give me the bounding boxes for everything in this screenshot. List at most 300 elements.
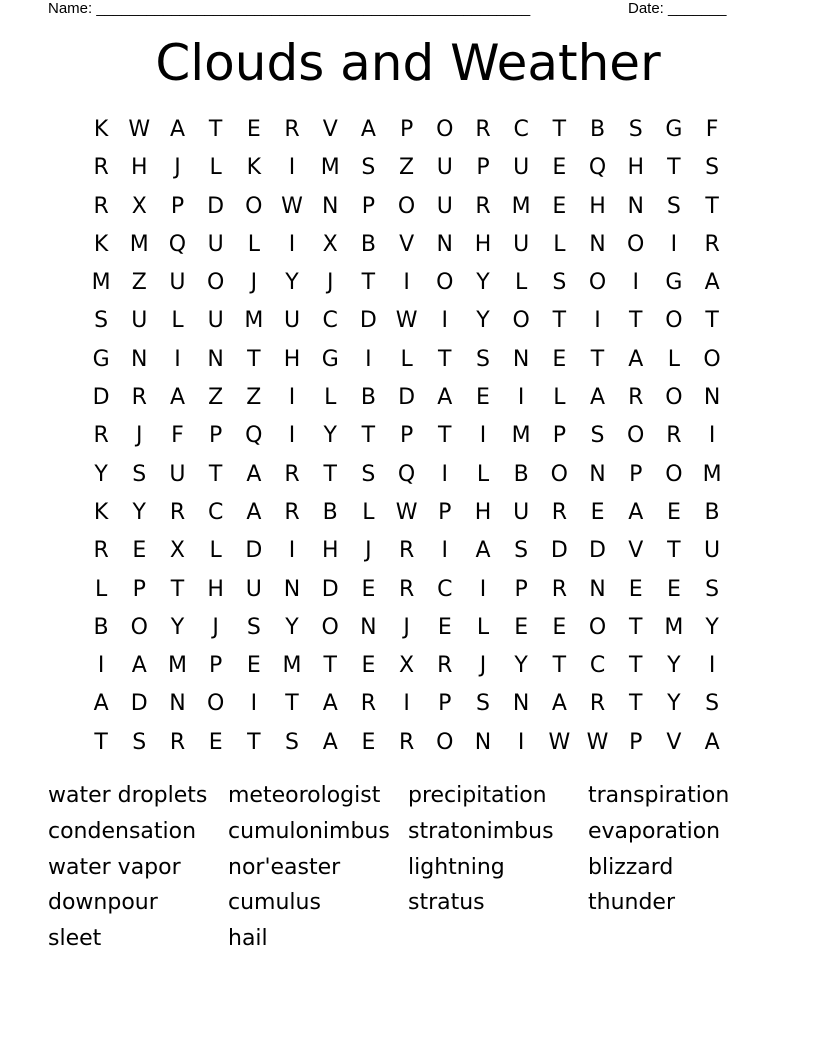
grid-letter[interactable]: O: [665, 461, 683, 487]
grid-letter[interactable]: H: [131, 155, 148, 181]
grid-letter[interactable]: P: [629, 461, 643, 487]
grid-letter[interactable]: T: [247, 729, 261, 755]
grid-letter[interactable]: L: [209, 155, 222, 181]
grid-letter[interactable]: I: [708, 423, 716, 449]
grid-letter[interactable]: I: [441, 308, 449, 334]
grid-letter[interactable]: R: [398, 729, 415, 755]
grid-letter[interactable]: U: [283, 308, 301, 334]
grid-letter[interactable]: X: [322, 231, 338, 257]
grid-letter[interactable]: P: [170, 193, 185, 219]
grid-letter[interactable]: N: [283, 576, 301, 602]
grid-letter[interactable]: O: [321, 614, 339, 640]
grid-letter[interactable]: D: [359, 308, 377, 334]
grid-letter[interactable]: E: [361, 576, 376, 602]
grid-letter[interactable]: T: [628, 614, 643, 640]
grid-letter[interactable]: A: [360, 117, 376, 142]
grid-letter[interactable]: Y: [285, 270, 299, 296]
grid-letter[interactable]: U: [513, 231, 530, 257]
grid-letter[interactable]: R: [398, 576, 415, 602]
grid-letter[interactable]: R: [284, 461, 300, 487]
grid-letter[interactable]: O: [245, 193, 263, 219]
grid-letter[interactable]: I: [403, 270, 410, 296]
grid-letter[interactable]: A: [437, 385, 453, 411]
grid-letter[interactable]: D: [130, 691, 148, 717]
grid-letter[interactable]: W: [586, 729, 609, 755]
grid-letter[interactable]: A: [169, 117, 185, 142]
word-list-item: blizzard: [588, 854, 674, 880]
grid-letter[interactable]: X: [131, 193, 147, 219]
grid-letter[interactable]: A: [628, 346, 644, 372]
grid-letter[interactable]: D: [550, 538, 568, 564]
grid-letter[interactable]: D: [92, 385, 110, 411]
grid-letter[interactable]: I: [441, 538, 449, 564]
grid-letter[interactable]: M: [244, 308, 264, 334]
grid-letter[interactable]: E: [246, 117, 261, 142]
grid-letter[interactable]: F: [171, 423, 184, 449]
grid-letter[interactable]: T: [247, 346, 261, 372]
grid-letter[interactable]: Y: [514, 653, 528, 679]
grid-letter[interactable]: E: [552, 193, 567, 219]
grid-letter[interactable]: R: [589, 691, 606, 717]
grid-letter[interactable]: T: [552, 117, 567, 142]
grid-letter[interactable]: U: [169, 461, 186, 487]
grid-letter[interactable]: W: [395, 499, 418, 525]
grid-letter[interactable]: A: [551, 691, 567, 717]
grid-letter[interactable]: T: [628, 691, 643, 717]
grid-letter[interactable]: J: [212, 614, 219, 640]
grid-letter[interactable]: E: [666, 576, 681, 602]
word-list-item: transpiration: [588, 783, 730, 808]
grid-letter[interactable]: P: [361, 193, 376, 219]
grid-letter[interactable]: O: [436, 270, 454, 296]
grid-letter[interactable]: E: [437, 614, 452, 640]
grid-letter[interactable]: E: [208, 729, 223, 755]
grid-letter[interactable]: O: [436, 729, 454, 755]
grid-letter[interactable]: R: [398, 538, 415, 564]
grid-letter[interactable]: I: [479, 576, 487, 602]
grid-letter[interactable]: Y: [132, 499, 146, 525]
grid-letter[interactable]: L: [94, 576, 108, 602]
grid-letter[interactable]: H: [321, 538, 339, 564]
grid-letter[interactable]: L: [515, 270, 528, 296]
grid-letter[interactable]: P: [514, 576, 528, 602]
name-field[interactable]: [48, 0, 530, 18]
grid-letter[interactable]: A: [704, 270, 720, 296]
grid-letter[interactable]: J: [365, 538, 372, 564]
grid-letter[interactable]: G: [665, 270, 683, 296]
grid-letter[interactable]: O: [436, 117, 454, 142]
grid-letter[interactable]: I: [594, 308, 601, 334]
grid-letter[interactable]: I: [288, 538, 296, 564]
grid-letter[interactable]: G: [92, 346, 110, 372]
grid-letter[interactable]: B: [513, 461, 529, 487]
grid-letter[interactable]: D: [245, 538, 263, 564]
grid-letter[interactable]: O: [550, 461, 568, 487]
grid-letter[interactable]: N: [512, 346, 530, 372]
grid-letter[interactable]: C: [589, 653, 606, 679]
grid-letter[interactable]: L: [400, 346, 413, 372]
grid-letter[interactable]: T: [208, 461, 223, 487]
grid-letter[interactable]: R: [551, 576, 567, 602]
grid-letter[interactable]: I: [403, 691, 410, 717]
grid-letter[interactable]: M: [511, 423, 531, 449]
grid-letter[interactable]: H: [207, 576, 224, 602]
grid-letter[interactable]: R: [169, 729, 186, 755]
grid-letter[interactable]: P: [399, 117, 414, 142]
grid-letter[interactable]: E: [666, 499, 681, 525]
grid-letter[interactable]: Z: [246, 385, 262, 411]
grid-letter[interactable]: T: [705, 308, 719, 334]
grid-letter[interactable]: L: [476, 461, 490, 487]
grid-letter[interactable]: I: [365, 346, 372, 372]
grid-letter[interactable]: M: [167, 653, 187, 679]
grid-letter[interactable]: I: [250, 691, 258, 717]
grid-letter[interactable]: V: [628, 538, 644, 564]
grid-letter[interactable]: R: [475, 117, 491, 142]
grid-letter[interactable]: U: [245, 576, 262, 602]
grid-letter[interactable]: Q: [397, 461, 416, 487]
grid-letter[interactable]: L: [171, 308, 184, 334]
grid-letter[interactable]: D: [207, 193, 225, 219]
grid-letter[interactable]: C: [207, 499, 224, 525]
grid-letter[interactable]: N: [169, 691, 186, 717]
grid-letter[interactable]: R: [475, 193, 491, 219]
grid-letter[interactable]: Y: [667, 691, 681, 717]
grid-letter[interactable]: S: [514, 538, 529, 564]
grid-letter[interactable]: A: [628, 499, 644, 525]
word-list-item: lightning: [408, 854, 505, 880]
grid-letter[interactable]: K: [246, 155, 262, 181]
grid-letter[interactable]: P: [629, 729, 643, 755]
grid-letter[interactable]: R: [284, 117, 300, 142]
grid-letter[interactable]: I: [632, 270, 639, 296]
grid-letter[interactable]: B: [589, 117, 606, 142]
grid-letter[interactable]: O: [512, 308, 530, 334]
grid-letter[interactable]: E: [552, 346, 567, 372]
grid-letter[interactable]: O: [627, 423, 645, 449]
grid-letter[interactable]: T: [628, 308, 643, 334]
grid-letter[interactable]: P: [399, 423, 414, 449]
grid-letter[interactable]: H: [283, 346, 301, 372]
grid-letter[interactable]: Q: [168, 231, 187, 257]
header-row: [48, 0, 748, 22]
grid-letter[interactable]: N: [589, 461, 606, 487]
grid-letter[interactable]: M: [320, 155, 340, 181]
grid-letter[interactable]: T: [552, 653, 567, 679]
grid-letter[interactable]: O: [206, 691, 225, 717]
grid-letter[interactable]: T: [628, 653, 643, 679]
grid-letter[interactable]: C: [322, 308, 338, 334]
grid-letter[interactable]: I: [517, 385, 525, 411]
grid-letter[interactable]: H: [627, 155, 644, 181]
grid-letter[interactable]: V: [666, 729, 682, 755]
grid-letter[interactable]: U: [169, 270, 186, 296]
grid-letter[interactable]: O: [703, 346, 721, 372]
grid-letter[interactable]: R: [551, 499, 567, 525]
grid-letter[interactable]: X: [399, 653, 415, 679]
grid-letter[interactable]: O: [206, 270, 225, 296]
grid-letter[interactable]: N: [207, 346, 224, 372]
grid-letter[interactable]: E: [132, 538, 147, 564]
grid-letter[interactable]: S: [475, 691, 490, 717]
grid-letter[interactable]: Y: [667, 653, 681, 679]
grid-letter[interactable]: I: [174, 346, 181, 372]
grid-letter[interactable]: L: [553, 231, 566, 257]
grid-letter[interactable]: T: [361, 270, 376, 296]
grid-letter[interactable]: Q: [588, 155, 607, 181]
grid-letter[interactable]: S: [705, 576, 720, 602]
grid-letter[interactable]: U: [207, 231, 224, 257]
grid-letter[interactable]: I: [288, 385, 296, 411]
grid-letter[interactable]: W: [281, 193, 303, 219]
grid-letter[interactable]: B: [93, 614, 109, 640]
grid-letter[interactable]: X: [169, 538, 185, 564]
grid-letter[interactable]: T: [590, 346, 605, 372]
grid-letter[interactable]: E: [590, 499, 605, 525]
grid-letter[interactable]: F: [705, 117, 719, 142]
grid-letter[interactable]: A: [169, 385, 185, 411]
grid-letter[interactable]: R: [704, 231, 720, 257]
grid-letter[interactable]: P: [209, 423, 223, 449]
grid-letter[interactable]: L: [667, 346, 681, 372]
date-line[interactable]: _______: [668, 0, 727, 17]
word-list-item: stratus: [408, 890, 485, 916]
grid-letter[interactable]: I: [479, 423, 487, 449]
grid-letter[interactable]: N: [474, 729, 492, 755]
grid-letter[interactable]: K: [93, 117, 109, 142]
grid-letter[interactable]: T: [667, 538, 681, 564]
grid-letter[interactable]: N: [321, 193, 339, 219]
grid-letter[interactable]: Y: [285, 614, 299, 640]
grid-letter[interactable]: O: [588, 614, 607, 640]
grid-letter[interactable]: W: [128, 117, 151, 142]
grid-letter[interactable]: S: [666, 193, 681, 219]
grid-letter[interactable]: R: [628, 385, 644, 411]
grid-letter[interactable]: J: [250, 270, 258, 296]
grid-letter[interactable]: T: [438, 346, 452, 372]
grid-letter[interactable]: B: [360, 231, 376, 257]
grid-letter[interactable]: S: [132, 729, 147, 755]
grid-letter[interactable]: A: [131, 653, 147, 679]
grid-letter[interactable]: N: [589, 231, 606, 257]
grid-letter[interactable]: S: [628, 117, 643, 142]
grid-letter[interactable]: A: [322, 729, 338, 755]
grid-letter[interactable]: E: [476, 385, 490, 411]
grid-letter[interactable]: E: [246, 653, 261, 679]
grid-letter[interactable]: Y: [705, 614, 719, 640]
word-list: [48, 778, 768, 957]
grid-letter[interactable]: P: [552, 423, 566, 449]
grid-letter[interactable]: U: [436, 155, 453, 181]
grid-letter[interactable]: T: [361, 423, 376, 449]
grid-letter[interactable]: T: [94, 729, 108, 755]
grid-letter[interactable]: U: [704, 538, 721, 564]
date-label: Date:: [628, 0, 664, 17]
grid-letter[interactable]: T: [285, 691, 299, 717]
grid-letter[interactable]: P: [476, 155, 490, 181]
grid-letter[interactable]: D: [321, 576, 339, 602]
grid-letter[interactable]: U: [513, 499, 530, 525]
grid-letter[interactable]: S: [361, 155, 376, 181]
grid-letter[interactable]: J: [174, 155, 181, 181]
grid-letter[interactable]: E: [628, 576, 643, 602]
grid-letter[interactable]: R: [93, 538, 109, 564]
grid-letter[interactable]: N: [360, 614, 377, 640]
grid-letter[interactable]: T: [667, 155, 681, 181]
grid-letter[interactable]: T: [705, 193, 719, 219]
grid-letter[interactable]: K: [93, 499, 109, 525]
grid-letter[interactable]: R: [131, 385, 147, 411]
grid-letter[interactable]: J: [479, 653, 487, 679]
grid-letter[interactable]: B: [360, 385, 376, 411]
grid-letter[interactable]: E: [514, 614, 529, 640]
grid-letter[interactable]: B: [704, 499, 720, 525]
grid-letter[interactable]: A: [322, 691, 338, 717]
grid-letter[interactable]: R: [93, 193, 109, 219]
grid-letter[interactable]: S: [94, 308, 109, 334]
grid-letter[interactable]: A: [704, 729, 720, 755]
grid-letter[interactable]: S: [475, 346, 490, 372]
grid-letter[interactable]: I: [288, 423, 296, 449]
grid-letter[interactable]: S: [705, 155, 720, 181]
grid-letter[interactable]: S: [705, 691, 720, 717]
grid-letter[interactable]: I: [288, 231, 296, 257]
grid-letter[interactable]: M: [282, 653, 302, 679]
grid-letter[interactable]: N: [703, 385, 721, 411]
grid-letter[interactable]: T: [208, 117, 223, 142]
grid-letter[interactable]: V: [399, 231, 415, 257]
grid-letter[interactable]: M: [664, 614, 684, 640]
grid-letter[interactable]: R: [360, 691, 377, 717]
grid-letter[interactable]: Y: [170, 614, 185, 640]
grid-letter[interactable]: T: [438, 423, 452, 449]
grid-letter[interactable]: M: [129, 231, 149, 257]
grid-letter[interactable]: Y: [323, 423, 337, 449]
grid-letter[interactable]: S: [285, 729, 300, 755]
grid-letter[interactable]: O: [130, 614, 148, 640]
grid-letter[interactable]: Q: [245, 423, 263, 449]
grid-letter[interactable]: O: [627, 231, 645, 257]
grid-letter[interactable]: J: [326, 270, 334, 296]
grid-letter[interactable]: I: [97, 653, 105, 679]
grid-letter[interactable]: H: [589, 193, 606, 219]
grid-letter[interactable]: D: [398, 385, 416, 411]
grid-letter[interactable]: N: [436, 231, 454, 257]
grid-letter[interactable]: P: [438, 691, 452, 717]
grid-letter[interactable]: T: [323, 653, 337, 679]
grid-letter[interactable]: Z: [399, 155, 415, 181]
grid-letter[interactable]: J: [403, 614, 410, 640]
grid-letter[interactable]: G: [665, 117, 683, 142]
grid-letter[interactable]: U: [207, 308, 224, 334]
grid-letter[interactable]: M: [91, 270, 111, 296]
grid-letter[interactable]: Y: [476, 270, 490, 296]
grid-letter[interactable]: J: [136, 423, 143, 449]
grid-letter[interactable]: H: [474, 499, 492, 525]
grid-letter[interactable]: L: [324, 385, 337, 411]
grid-letter[interactable]: W: [548, 729, 571, 755]
grid-letter[interactable]: O: [397, 193, 416, 219]
grid-letter[interactable]: E: [552, 614, 567, 640]
grid-letter[interactable]: A: [246, 461, 262, 487]
grid-letter[interactable]: L: [209, 538, 222, 564]
grid-letter[interactable]: S: [361, 461, 376, 487]
grid-letter[interactable]: I: [288, 155, 296, 181]
grid-letter[interactable]: V: [322, 117, 338, 142]
grid-letter[interactable]: T: [323, 461, 337, 487]
grid-letter[interactable]: K: [93, 231, 109, 257]
grid-letter[interactable]: R: [437, 653, 453, 679]
grid-letter[interactable]: H: [474, 231, 492, 257]
grid-letter[interactable]: P: [209, 653, 223, 679]
grid-letter[interactable]: O: [665, 385, 683, 411]
grid-letter[interactable]: S: [246, 614, 261, 640]
grid-letter[interactable]: L: [362, 499, 375, 525]
grid-letter[interactable]: A: [475, 538, 491, 564]
grid-letter[interactable]: I: [670, 231, 678, 257]
grid-letter[interactable]: A: [246, 499, 262, 525]
grid-letter[interactable]: U: [131, 308, 148, 334]
grid-letter[interactable]: R: [93, 155, 109, 181]
grid-letter[interactable]: R: [284, 499, 300, 525]
grid-letter[interactable]: P: [438, 499, 452, 525]
grid-letter[interactable]: Y: [94, 461, 108, 487]
grid-letter[interactable]: Z: [208, 385, 224, 411]
grid-letter[interactable]: A: [590, 385, 606, 411]
grid-letter[interactable]: C: [437, 576, 453, 602]
grid-letter[interactable]: L: [553, 385, 566, 411]
name-line[interactable]: ____________________________________________________: [96, 0, 531, 17]
grid-letter[interactable]: R: [666, 423, 682, 449]
grid-letter[interactable]: P: [132, 576, 146, 602]
grid-letter[interactable]: I: [708, 653, 716, 679]
grid-letter[interactable]: D: [589, 538, 606, 564]
grid-letter[interactable]: R: [93, 423, 109, 449]
grid-letter[interactable]: G: [321, 346, 339, 372]
grid-letter[interactable]: U: [436, 193, 453, 219]
grid-letter[interactable]: C: [513, 117, 529, 142]
grid-letter[interactable]: B: [322, 499, 338, 525]
grid-letter[interactable]: O: [665, 308, 683, 334]
grid-letter[interactable]: E: [361, 653, 376, 679]
grid-letter[interactable]: I: [441, 461, 449, 487]
grid-letter[interactable]: M: [511, 193, 531, 219]
grid-letter[interactable]: L: [476, 614, 490, 640]
grid-letter[interactable]: N: [131, 346, 148, 372]
grid-letter[interactable]: R: [169, 499, 186, 525]
grid-letter[interactable]: L: [247, 231, 260, 257]
grid-letter[interactable]: S: [552, 270, 567, 296]
grid-letter[interactable]: S: [590, 423, 605, 449]
grid-letter[interactable]: Z: [131, 270, 147, 296]
grid-letter[interactable]: E: [552, 155, 567, 181]
grid-letter[interactable]: U: [513, 155, 530, 181]
grid-letter[interactable]: A: [93, 691, 109, 717]
grid-letter[interactable]: N: [627, 193, 644, 219]
grid-letter[interactable]: O: [588, 270, 607, 296]
grid-letter[interactable]: T: [170, 576, 185, 602]
grid-letter[interactable]: M: [702, 461, 722, 487]
grid-letter[interactable]: T: [552, 308, 567, 334]
grid-letter[interactable]: N: [512, 691, 530, 717]
grid-letter[interactable]: N: [589, 576, 606, 602]
grid-letter[interactable]: I: [517, 729, 525, 755]
date-field[interactable]: [628, 0, 726, 18]
grid-letter[interactable]: Y: [476, 308, 490, 334]
grid-letter[interactable]: W: [395, 308, 418, 334]
grid-letter[interactable]: E: [361, 729, 376, 755]
grid-letter[interactable]: S: [132, 461, 147, 487]
